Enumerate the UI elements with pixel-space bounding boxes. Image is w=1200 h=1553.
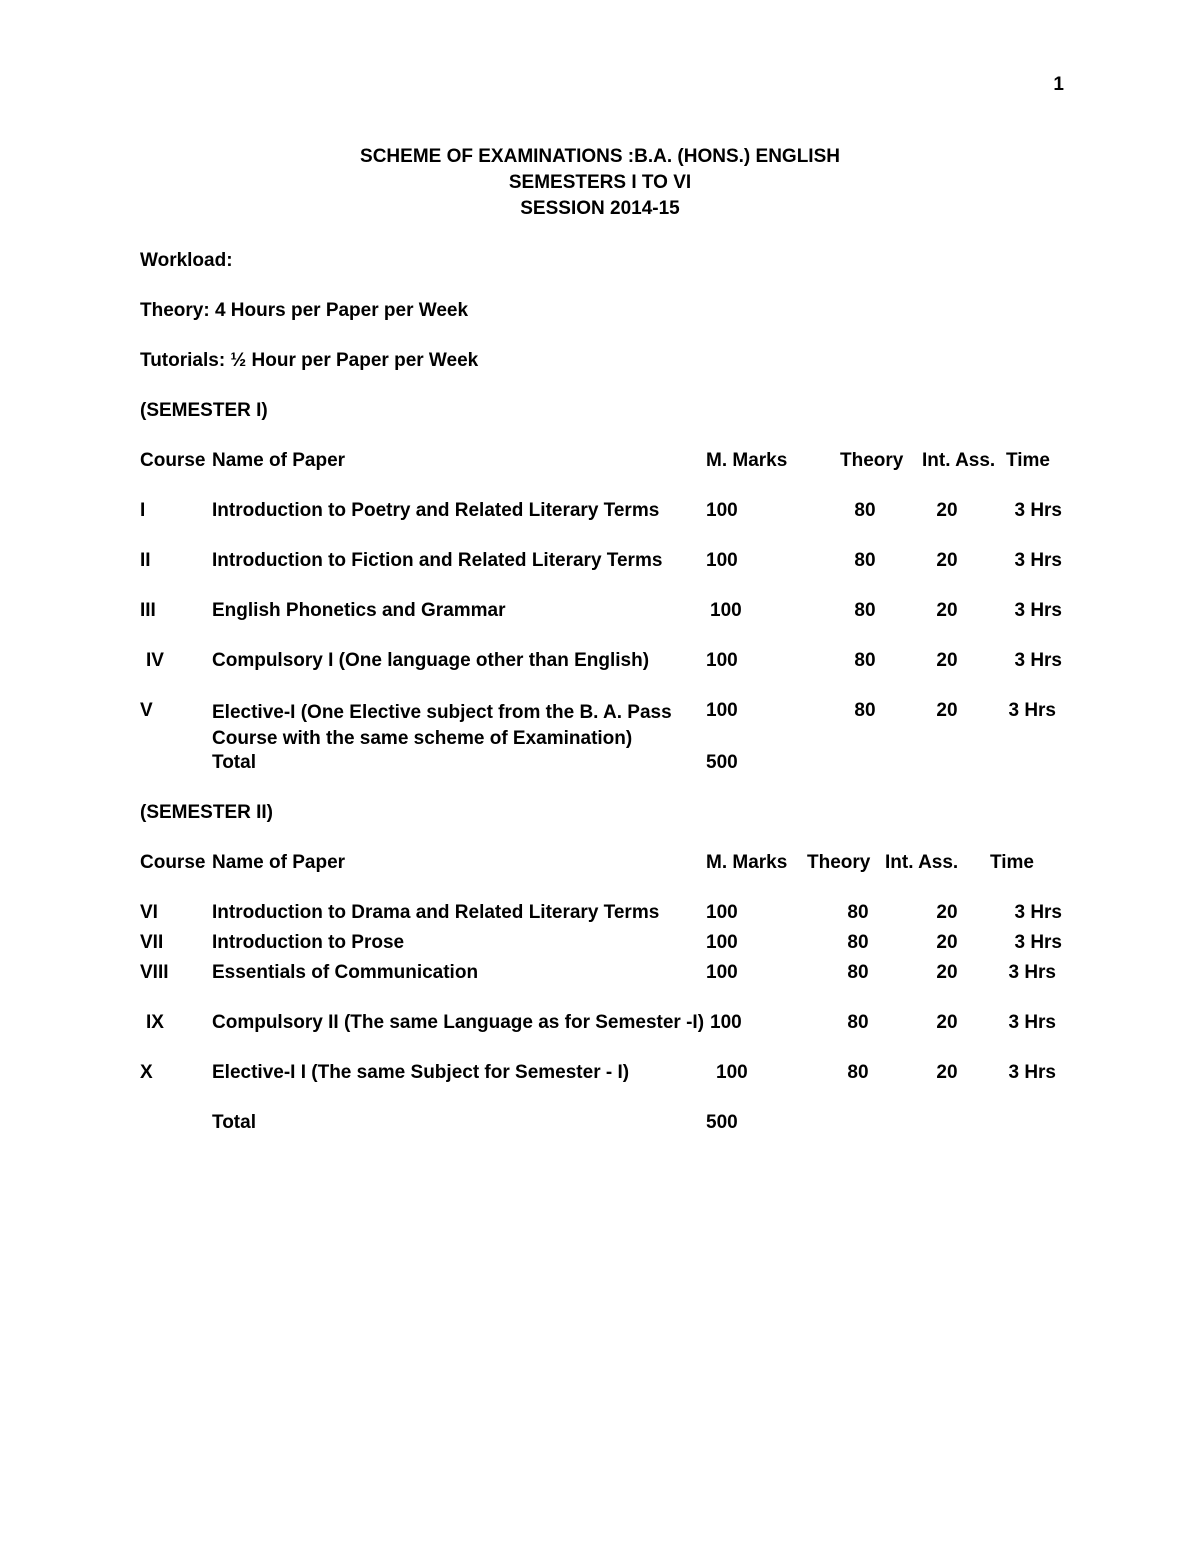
paper-name: Introduction to Prose [212,932,405,953]
max-marks: 100 [706,932,738,953]
theory-marks: 80 [854,650,876,671]
max-marks: 100 [706,650,738,671]
max-marks: 100 [706,550,738,571]
course-code: II [140,550,151,571]
semester-1-total-row [0,752,1200,778]
theory-marks: 80 [847,932,869,953]
internal-assessment: 20 [936,500,958,521]
header-time: Time [1006,450,1051,471]
header-int-ass: Int. Ass. [922,450,996,471]
paper-name: Essentials of Communication [212,962,479,983]
title-line-1: SCHEME OF EXAMINATIONS :B.A. (HONS.) ENGLISH [360,146,840,167]
table-row [0,962,1200,988]
exam-time: 3 Hrs [1014,902,1062,923]
theory-marks: 80 [847,1062,869,1083]
exam-time: 3 Hrs [1008,1012,1056,1033]
theory-marks: 80 [854,500,876,521]
header-course: Course [140,450,206,471]
exam-time: 3 Hrs [1014,500,1062,521]
theory-marks: 80 [854,600,876,621]
total-value: 500 [706,1112,738,1133]
table-row [0,650,1200,676]
header-int-ass: Int. Ass. [885,852,959,873]
header-course: Course [140,852,206,873]
paper-name: Introduction to Drama and Related Literary Terms [212,902,660,923]
paper-name: Introduction to Fiction and Related Literary Terms [212,550,663,571]
paper-name: Compulsory II (The same Language as for Semester -I) [212,1012,705,1033]
theory-marks: 80 [854,700,876,721]
semester-1-header-row [0,450,1200,476]
title-line-2: SEMESTERS I TO VI [508,172,692,193]
semester-2-heading: (SEMESTER II) [140,802,274,823]
max-marks: 100 [710,1012,742,1033]
theory-marks: 80 [847,962,869,983]
theory-marks: 80 [854,550,876,571]
paper-name: Introduction to Poetry and Related Literary Terms [212,500,660,521]
exam-time: 3 Hrs [1008,700,1056,721]
exam-time: 3 Hrs [1014,550,1062,571]
table-row [0,1062,1200,1088]
workload-tutorials: Tutorials: ½ Hour per Paper per Week [140,350,479,371]
course-code: IV [146,650,164,671]
course-code: V [140,700,153,721]
paper-name: Compulsory I (One language other than English) [212,650,650,671]
max-marks: 100 [706,500,738,521]
semester-2-header-row [0,852,1200,878]
internal-assessment: 20 [936,962,958,983]
table-row [0,902,1200,928]
course-code: I [140,500,146,521]
table-row [0,550,1200,576]
document-title [300,144,900,222]
table-row [0,600,1200,626]
internal-assessment: 20 [936,932,958,953]
internal-assessment: 20 [936,1012,958,1033]
semester-1-heading: (SEMESTER I) [140,400,268,421]
exam-time: 3 Hrs [1014,650,1062,671]
internal-assessment: 20 [936,550,958,571]
internal-assessment: 20 [936,600,958,621]
exam-time: 3 Hrs [1014,600,1062,621]
course-code: X [140,1062,153,1083]
header-theory: Theory [807,852,871,873]
max-marks: 100 [716,1062,748,1083]
max-marks: 100 [706,902,738,923]
page-number: 1 [1053,74,1064,95]
workload-label: Workload: [140,250,233,271]
theory-marks: 80 [847,902,869,923]
paper-name: English Phonetics and Grammar [212,600,506,621]
total-label: Total [212,752,256,773]
table-row [0,500,1200,526]
internal-assessment: 20 [936,1062,958,1083]
paper-name: Elective-I I (The same Subject for Semester - I) [212,1062,630,1083]
table-row [0,932,1200,958]
header-marks: M. Marks [706,852,788,873]
table-row [0,700,1200,752]
total-value: 500 [706,752,738,773]
course-code: VI [140,902,158,923]
course-code: III [140,600,156,621]
max-marks: 100 [706,962,738,983]
theory-marks: 80 [847,1012,869,1033]
header-name: Name of Paper [212,450,346,471]
header-marks: M. Marks [706,450,788,471]
paper-name: Elective-I (One Elective subject from the B. A. Pass Course with the same scheme of Examination) [212,702,672,749]
internal-assessment: 20 [936,902,958,923]
max-marks: 100 [706,700,738,721]
semester-2-total-row [0,1112,1200,1138]
header-theory: Theory [840,450,904,471]
exam-time: 3 Hrs [1008,962,1056,983]
header-time: Time [990,852,1035,873]
exam-time: 3 Hrs [1014,932,1062,953]
course-code: VIII [140,962,169,983]
header-name: Name of Paper [212,852,346,873]
exam-time: 3 Hrs [1008,1062,1056,1083]
title-line-3: SESSION 2014-15 [520,198,680,219]
total-label: Total [212,1112,256,1133]
course-code: VII [140,932,164,953]
workload-theory: Theory: 4 Hours per Paper per Week [140,300,469,321]
internal-assessment: 20 [936,650,958,671]
course-code: IX [146,1012,164,1033]
table-row [0,1012,1200,1038]
internal-assessment: 20 [936,700,958,721]
max-marks: 100 [710,600,742,621]
